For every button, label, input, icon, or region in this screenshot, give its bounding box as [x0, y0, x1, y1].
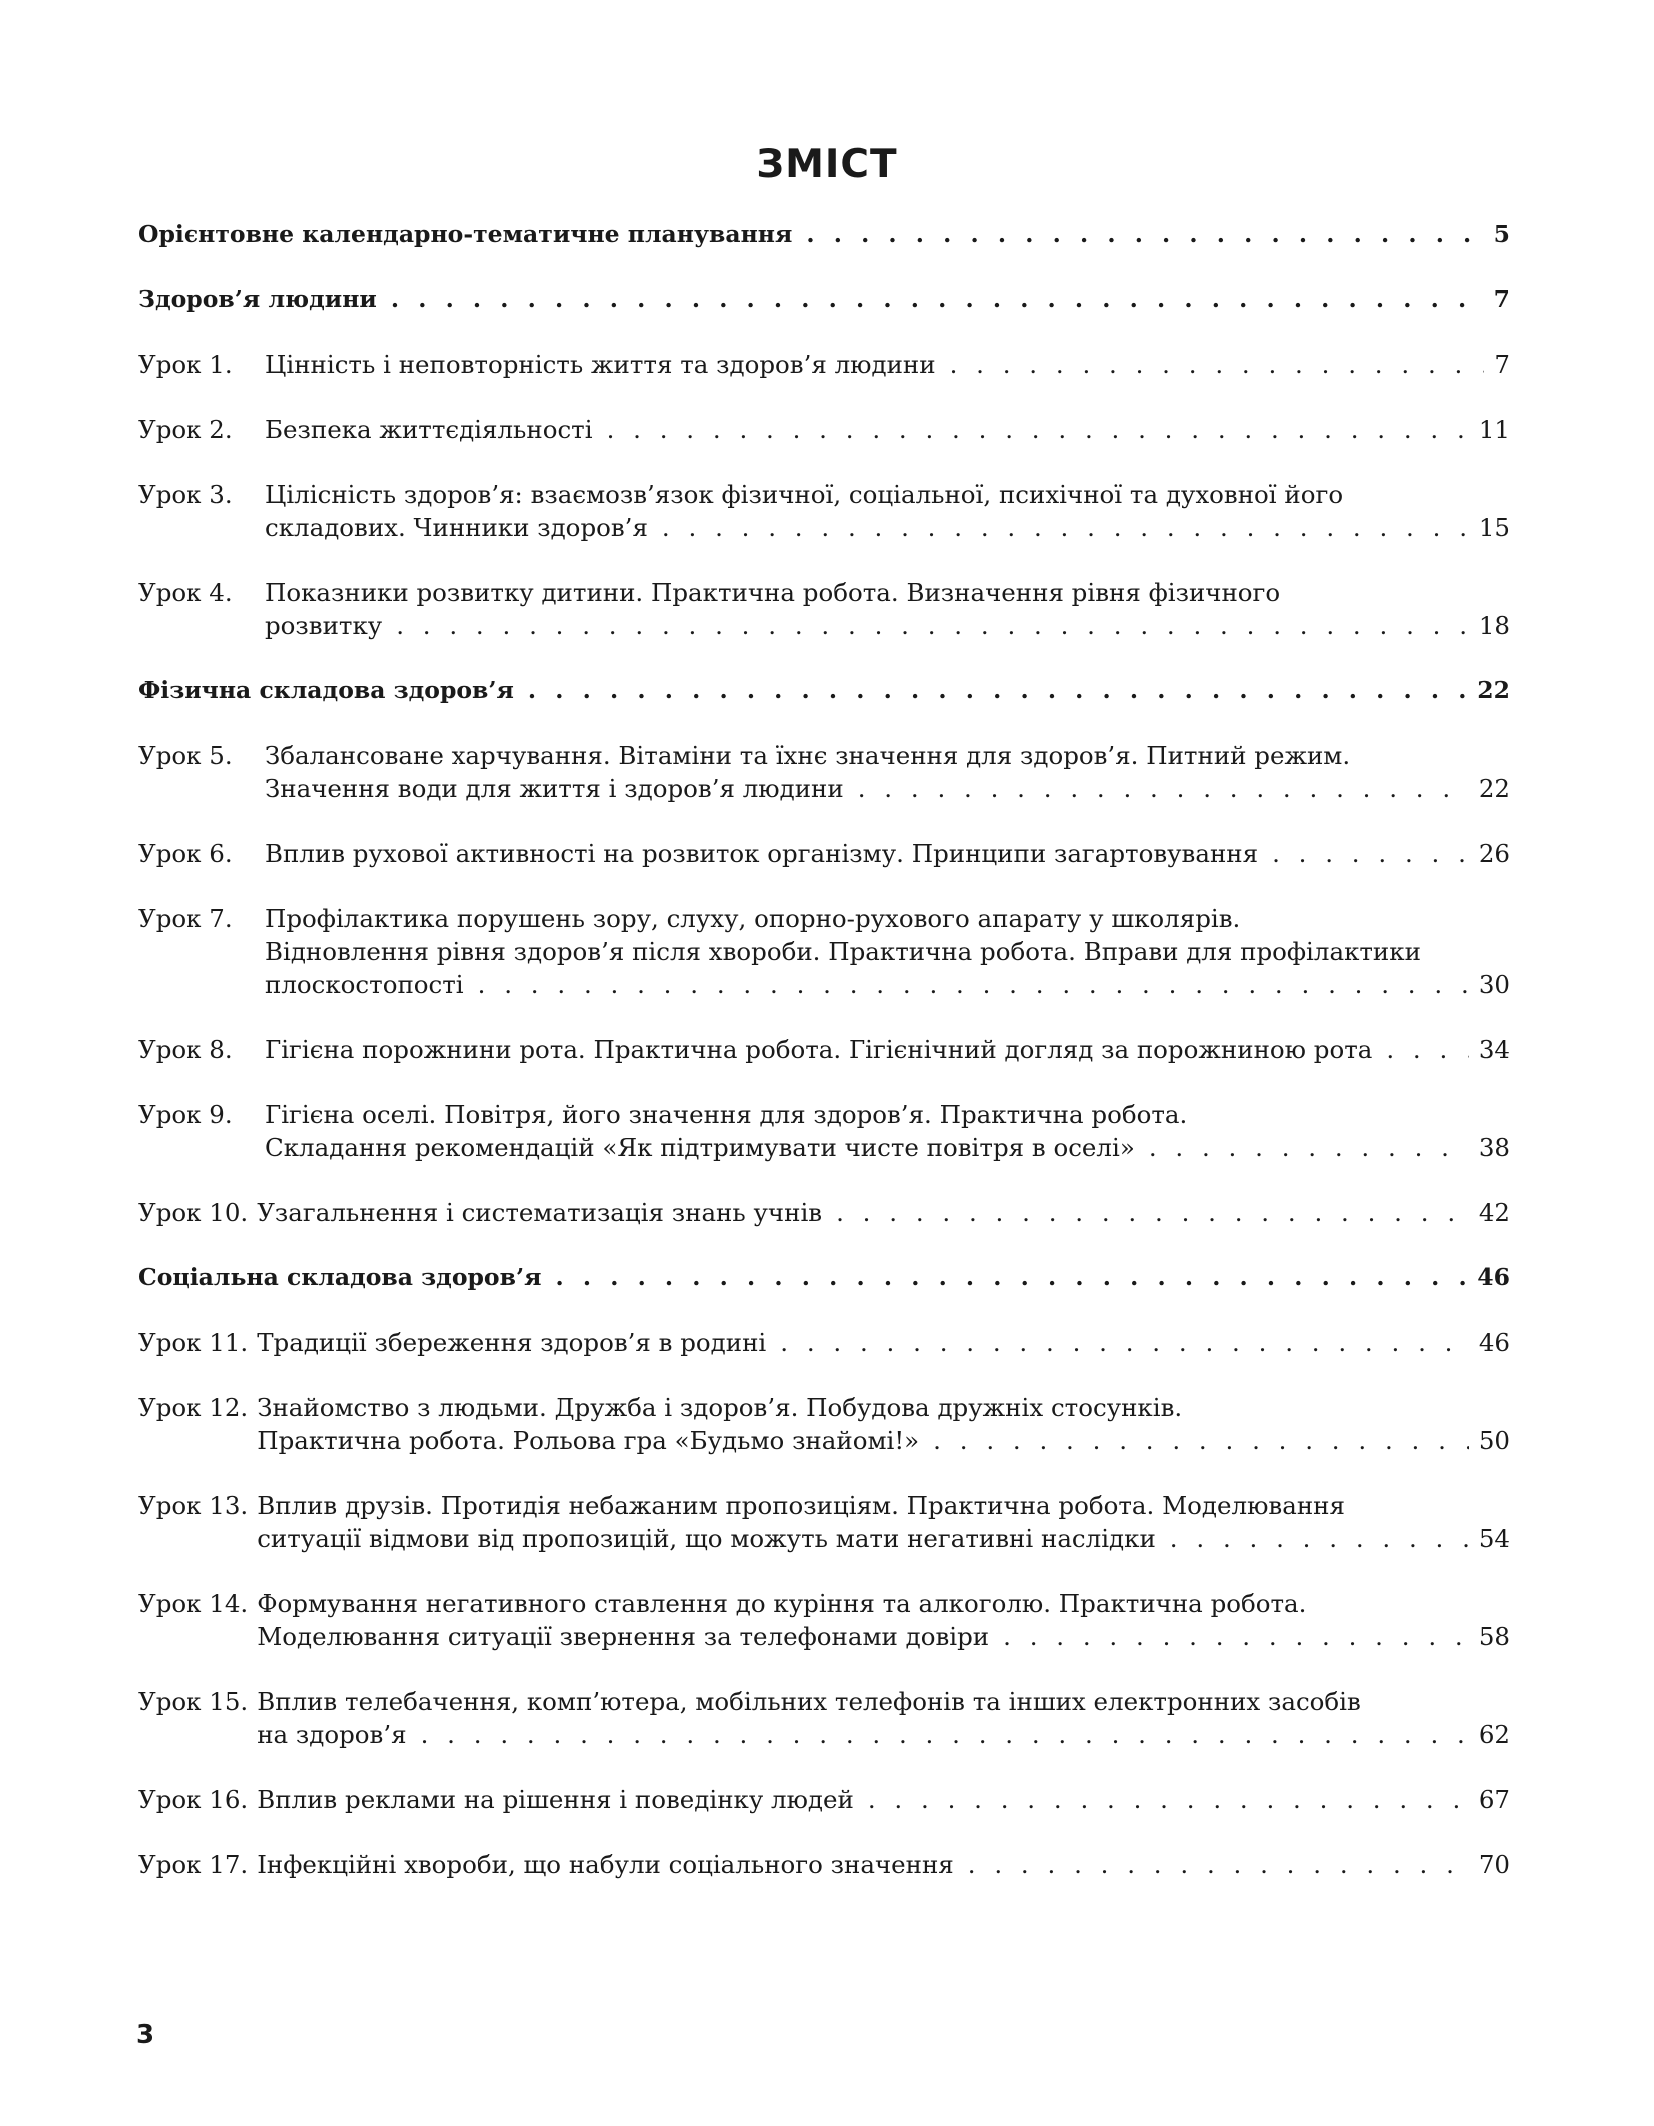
lesson-number: Урок 9. — [138, 1100, 233, 1129]
lesson-number: Урок 17. — [138, 1850, 249, 1879]
entry-title: Збалансоване харчування. Вітаміни та їхнє значення для здоров’я. Питний режим. — [265, 741, 1351, 770]
toc-lesson[interactable] — [138, 1783, 1510, 1816]
entry-title: Традиції збереження здоров’я в родині — [257, 1328, 767, 1357]
entry-title: Здоров’я людини — [138, 285, 377, 313]
dot-leader — [868, 1783, 1469, 1816]
entry-title: Інфекційні хвороби, що набули соціального значення — [257, 1850, 954, 1879]
lesson-number: Урок 4. — [138, 578, 233, 607]
entry-title: Формування негативного ставлення до куріння та алкоголю. Практична робота. — [257, 1589, 1307, 1618]
lesson-number: Урок 16. — [138, 1785, 249, 1814]
entry-title: складових. Чинники здоров’я — [265, 513, 648, 542]
lesson-number: Урок 11. — [138, 1328, 249, 1357]
entry-page-number: 5 — [1493, 220, 1510, 248]
entry-title: Вплив телебачення, комп’ютера, мобільних телефонів та інших електронних засобів — [257, 1687, 1361, 1716]
entry-title: Складання рекомендацій «Як підтримувати чисте повітря в оселі» — [265, 1133, 1135, 1162]
dot-leader — [806, 218, 1483, 251]
lesson-number: Урок 1. — [138, 350, 233, 379]
toc-lesson[interactable] — [138, 576, 1510, 642]
entry-title: плоскостопості — [265, 970, 464, 999]
entry-title: Знайомство з людьми. Дружба і здоров’я. Побудова дружніх стосунків. — [257, 1393, 1183, 1422]
entry-title: Вплив реклами на рішення і поведінку людей — [257, 1785, 854, 1814]
toc-lesson[interactable] — [138, 1848, 1510, 1881]
entry-title: ситуації відмови від пропозицій, що можуть мати негативні наслідки — [257, 1524, 1156, 1553]
entry-title: на здоров’я — [257, 1720, 407, 1749]
dot-leader — [968, 1848, 1469, 1881]
toc-lesson[interactable] — [138, 1098, 1510, 1164]
entry-title: Практична робота. Рольова гра «Будьмо знайомі!» — [257, 1426, 920, 1455]
entry-page-number: 7 — [1493, 285, 1510, 313]
entry-page-number: 42 — [1478, 1198, 1510, 1227]
dot-leader — [780, 1326, 1469, 1359]
entry-title: Профілактика порушень зору, слуху, опорно-рухового апарату у школярів. — [265, 904, 1241, 933]
entry-title: Цілісність здоров’я: взаємозв’язок фізичної, соціальної, психічної та духовної його — [265, 480, 1344, 509]
entry-page-number: 34 — [1478, 1035, 1510, 1064]
toc-lesson[interactable] — [138, 837, 1510, 870]
entry-page-number: 30 — [1478, 970, 1510, 999]
dot-leader — [950, 348, 1485, 381]
entry-title: Відновлення рівня здоров’я після хвороби. Практична робота. Вправи для профілактики — [265, 937, 1421, 966]
entry-title: Значення води для життя і здоров’я людини — [265, 774, 844, 803]
entry-page-number: 46 — [1477, 1263, 1510, 1291]
lesson-number: Урок 8. — [138, 1035, 233, 1064]
toc-lesson[interactable] — [138, 1326, 1510, 1359]
toc-lesson[interactable] — [138, 1587, 1510, 1653]
toc-lesson[interactable] — [138, 1489, 1510, 1555]
entry-page-number: 22 — [1478, 774, 1510, 803]
toc-lesson[interactable] — [138, 1196, 1510, 1229]
entry-title: Вплив рухової активності на розвиток організму. Принципи загартовування — [265, 839, 1259, 868]
entry-title: Фізична складова здоров’я — [138, 676, 514, 704]
entry-page-number: 26 — [1478, 839, 1510, 868]
toc-section[interactable] — [138, 674, 1510, 707]
lesson-number: Урок 10. — [138, 1198, 249, 1227]
lesson-number: Урок 13. — [138, 1491, 249, 1520]
toc-lesson[interactable] — [138, 902, 1510, 1001]
entry-page-number: 62 — [1478, 1720, 1510, 1749]
lesson-number: Урок 6. — [138, 839, 233, 868]
entry-title: Цінність і неповторність життя та здоров’я людини — [265, 350, 936, 379]
entry-page-number: 58 — [1478, 1622, 1510, 1651]
entry-title: Показники розвитку дитини. Практична робота. Визначення рівня фізичного — [265, 578, 1281, 607]
lesson-number: Урок 3. — [138, 480, 233, 509]
dot-leader — [396, 609, 1469, 642]
entry-page-number: 7 — [1494, 350, 1510, 379]
entry-page-number: 46 — [1478, 1328, 1510, 1357]
entry-page-number: 70 — [1478, 1850, 1510, 1879]
entry-title: Вплив друзів. Протидія небажаним пропозиціям. Практична робота. Моделювання — [257, 1491, 1345, 1520]
entry-page-number: 50 — [1478, 1426, 1510, 1455]
toc-lesson[interactable] — [138, 478, 1510, 544]
entry-page-number: 22 — [1477, 676, 1510, 704]
entry-page-number: 38 — [1478, 1133, 1510, 1162]
lesson-number: Урок 12. — [138, 1393, 249, 1422]
dot-leader — [836, 1196, 1469, 1229]
toc-section[interactable] — [138, 283, 1510, 316]
toc-section[interactable] — [138, 218, 1510, 251]
dot-leader — [1272, 837, 1469, 870]
entry-title: Орієнтовне календарно-тематичне планування — [138, 220, 793, 248]
dot-leader — [555, 1261, 1467, 1294]
lesson-number: Урок 2. — [138, 415, 233, 444]
dot-leader — [858, 772, 1469, 805]
entry-page-number: 67 — [1478, 1785, 1510, 1814]
toc-lesson[interactable] — [138, 1033, 1510, 1066]
entry-title: Гігієна порожнини рота. Практична робота. Гігієнічний догляд за порожниною рота — [265, 1035, 1373, 1064]
page-title: ЗМІСТ — [756, 142, 898, 187]
toc-section[interactable] — [138, 1261, 1510, 1294]
dot-leader — [662, 511, 1469, 544]
dot-leader — [607, 413, 1469, 446]
entry-title: Гігієна оселі. Повітря, його значення для здоров’я. Практична робота. — [265, 1100, 1188, 1129]
dot-leader — [1170, 1522, 1469, 1555]
entry-title: Безпека життєдіяльності — [265, 415, 593, 444]
dot-leader — [421, 1718, 1469, 1751]
dot-leader — [1149, 1131, 1469, 1164]
toc-lesson[interactable] — [138, 348, 1510, 381]
lesson-number: Урок 7. — [138, 904, 233, 933]
dot-leader — [1003, 1620, 1469, 1653]
lesson-number: Урок 5. — [138, 741, 233, 770]
toc-lesson[interactable] — [138, 413, 1510, 446]
dot-leader — [478, 968, 1469, 1001]
entry-page-number: 15 — [1478, 513, 1510, 542]
dot-leader — [528, 674, 1467, 707]
toc-lesson[interactable] — [138, 1685, 1510, 1751]
entry-title: Соціальна складова здоров’я — [138, 1263, 542, 1291]
entry-title: Моделювання ситуації звернення за телефонами довіри — [257, 1622, 990, 1651]
dot-leader — [933, 1424, 1469, 1457]
toc-lesson[interactable] — [138, 739, 1510, 805]
page-number: 3 — [136, 2020, 155, 2050]
dot-leader — [1386, 1033, 1468, 1066]
entry-title: розвитку — [265, 611, 383, 640]
lesson-number: Урок 15. — [138, 1687, 249, 1716]
lesson-number: Урок 14. — [138, 1589, 249, 1618]
entry-page-number: 54 — [1478, 1524, 1510, 1553]
entry-page-number: 18 — [1478, 611, 1510, 640]
entry-page-number: 11 — [1478, 415, 1510, 444]
entry-title: Узагальнення і систематизація знань учнів — [257, 1198, 823, 1227]
dot-leader — [391, 283, 1484, 316]
toc-lesson[interactable] — [138, 1391, 1510, 1457]
